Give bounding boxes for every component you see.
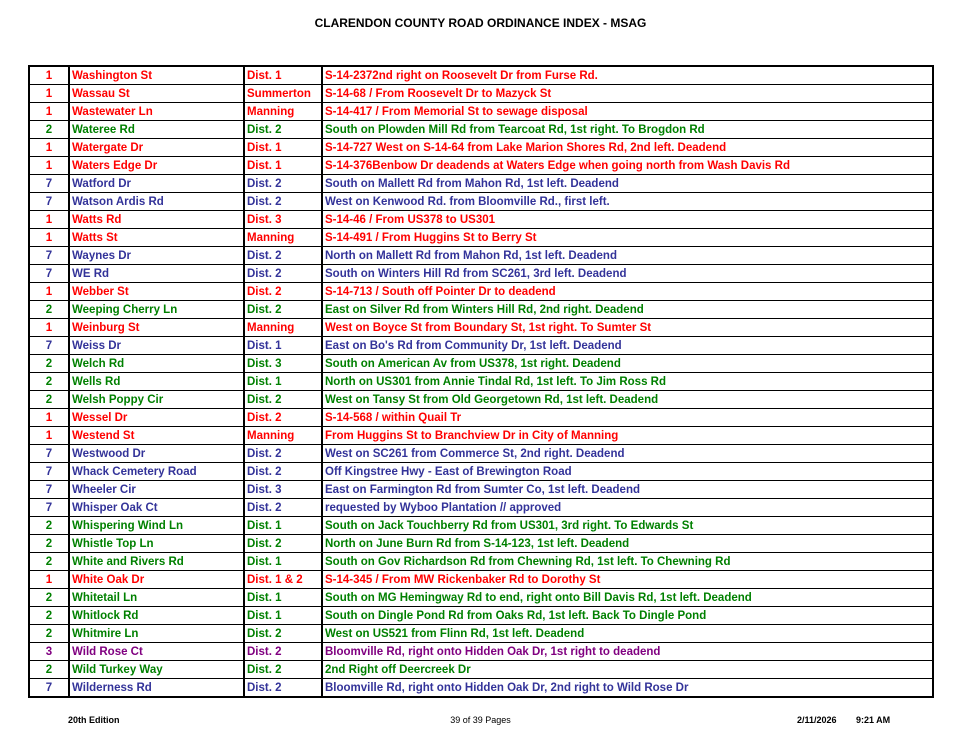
row-description: North on June Burn Rd from S-14-123, 1st left. Deadend [322, 535, 933, 553]
row-road-name: Watergate Dr [69, 139, 244, 157]
row-code: 1 [29, 409, 69, 427]
row-road-name: Wastewater Ln [69, 103, 244, 121]
table-row [29, 445, 933, 463]
row-road-name: Wilderness Rd [69, 679, 244, 698]
table-row [29, 607, 933, 625]
row-code: 7 [29, 265, 69, 283]
page-count: 39 of 39 Pages [450, 715, 511, 725]
row-code: 7 [29, 247, 69, 265]
row-road-name: Waynes Dr [69, 247, 244, 265]
row-district: Dist. 2 [244, 391, 322, 409]
row-description: South on Gov Richardson Rd from Chewning Rd, 1st left. To Chewning Rd [322, 553, 933, 571]
table-row [29, 589, 933, 607]
row-road-name: Westend St [69, 427, 244, 445]
row-district: Dist. 2 [244, 121, 322, 139]
table-row [29, 463, 933, 481]
table-row [29, 103, 933, 121]
row-road-name: Watts Rd [69, 211, 244, 229]
row-description: S-14-417 / From Memorial St to sewage disposal [322, 103, 933, 121]
table-row [29, 427, 933, 445]
row-district: Dist. 2 [244, 679, 322, 698]
row-description: S-14-727 West on S-14-64 from Lake Marion Shores Rd, 2nd left. Deadend [322, 139, 933, 157]
row-district: Dist. 3 [244, 481, 322, 499]
table-row [29, 499, 933, 517]
table-row [29, 553, 933, 571]
row-district: Dist. 2 [244, 643, 322, 661]
row-road-name: Waters Edge Dr [69, 157, 244, 175]
row-code: 2 [29, 607, 69, 625]
table-row [29, 283, 933, 301]
row-code: 7 [29, 481, 69, 499]
table-row [29, 265, 933, 283]
row-district: Dist. 1 [244, 337, 322, 355]
row-description: S-14-2372nd right on Roosevelt Dr from Furse Rd. [322, 66, 933, 85]
table-row [29, 301, 933, 319]
row-code: 2 [29, 121, 69, 139]
row-description: 2nd Right off Deercreek Dr [322, 661, 933, 679]
row-description: North on Mallett Rd from Mahon Rd, 1st left. Deadend [322, 247, 933, 265]
row-district: Dist. 2 [244, 499, 322, 517]
row-road-name: Wild Turkey Way [69, 661, 244, 679]
row-description: S-14-376Benbow Dr deadends at Waters Edge when going north from Wash Davis Rd [322, 157, 933, 175]
row-code: 1 [29, 319, 69, 337]
row-code: 7 [29, 499, 69, 517]
row-code: 1 [29, 139, 69, 157]
row-road-name: Westwood Dr [69, 445, 244, 463]
row-district: Manning [244, 427, 322, 445]
row-description: West on Tansy St from Old Georgetown Rd, 1st left. Deadend [322, 391, 933, 409]
row-road-name: Wheeler Cir [69, 481, 244, 499]
row-road-name: Wells Rd [69, 373, 244, 391]
row-road-name: Watson Ardis Rd [69, 193, 244, 211]
row-road-name: Watford Dr [69, 175, 244, 193]
row-description: S-14-345 / From MW Rickenbaker Rd to Dorothy St [322, 571, 933, 589]
row-district: Dist. 3 [244, 355, 322, 373]
table-row [29, 481, 933, 499]
row-code: 7 [29, 193, 69, 211]
row-description: Bloomville Rd, right onto Hidden Oak Dr, 1st right to deadend [322, 643, 933, 661]
table-row [29, 229, 933, 247]
row-description: S-14-568 / within Quail Tr [322, 409, 933, 427]
row-district: Manning [244, 319, 322, 337]
row-district: Dist. 1 [244, 589, 322, 607]
row-description: S-14-46 / From US378 to US301 [322, 211, 933, 229]
row-district: Dist. 1 [244, 66, 322, 85]
row-description: S-14-68 / From Roosevelt Dr to Mazyck St [322, 85, 933, 103]
table-row [29, 409, 933, 427]
row-district: Dist. 2 [244, 625, 322, 643]
row-district: Dist. 1 [244, 607, 322, 625]
row-road-name: Welsh Poppy Cir [69, 391, 244, 409]
row-code: 7 [29, 445, 69, 463]
row-code: 3 [29, 643, 69, 661]
row-code: 1 [29, 283, 69, 301]
row-code: 2 [29, 589, 69, 607]
row-code: 7 [29, 337, 69, 355]
table-row [29, 625, 933, 643]
row-description: East on Bo's Rd from Community Dr, 1st left. Deadend [322, 337, 933, 355]
row-description: Off Kingstree Hwy - East of Brewington Road [322, 463, 933, 481]
row-road-name: Watts St [69, 229, 244, 247]
row-code: 2 [29, 553, 69, 571]
row-code: 1 [29, 571, 69, 589]
row-road-name: Wessel Dr [69, 409, 244, 427]
row-road-name: Whitmire Ln [69, 625, 244, 643]
row-road-name: White Oak Dr [69, 571, 244, 589]
row-road-name: White and Rivers Rd [69, 553, 244, 571]
row-road-name: Whitetail Ln [69, 589, 244, 607]
row-road-name: Wateree Rd [69, 121, 244, 139]
row-code: 1 [29, 229, 69, 247]
row-road-name: Weinburg St [69, 319, 244, 337]
row-district: Dist. 1 [244, 139, 322, 157]
table-row [29, 355, 933, 373]
row-road-name: Whack Cemetery Road [69, 463, 244, 481]
table-row [29, 157, 933, 175]
row-district: Dist. 2 [244, 661, 322, 679]
table-row [29, 175, 933, 193]
row-description: West on SC261 from Commerce St, 2nd right. Deadend [322, 445, 933, 463]
row-district: Manning [244, 229, 322, 247]
row-district: Dist. 2 [244, 175, 322, 193]
row-district: Dist. 1 & 2 [244, 571, 322, 589]
row-district: Dist. 1 [244, 373, 322, 391]
row-description: S-14-713 / South off Pointer Dr to deadend [322, 283, 933, 301]
row-road-name: Webber St [69, 283, 244, 301]
edition-label: 20th Edition [68, 715, 120, 725]
table-row [29, 66, 933, 85]
row-road-name: Wild Rose Ct [69, 643, 244, 661]
row-description: From Huggins St to Branchview Dr in City of Manning [322, 427, 933, 445]
table-row [29, 319, 933, 337]
table-row [29, 121, 933, 139]
row-code: 2 [29, 355, 69, 373]
row-description: South on American Av from US378, 1st right. Deadend [322, 355, 933, 373]
table-row [29, 85, 933, 103]
table-row [29, 679, 933, 698]
row-district: Dist. 1 [244, 157, 322, 175]
row-district: Manning [244, 103, 322, 121]
row-road-name: Weiss Dr [69, 337, 244, 355]
row-district: Dist. 2 [244, 265, 322, 283]
row-description: Bloomville Rd, right onto Hidden Oak Dr, 2nd right to Wild Rose Dr [322, 679, 933, 698]
table-row [29, 517, 933, 535]
row-description: South on Jack Touchberry Rd from US301, 3rd right. To Edwards St [322, 517, 933, 535]
row-district: Dist. 3 [244, 211, 322, 229]
row-district: Dist. 1 [244, 517, 322, 535]
row-code: 2 [29, 535, 69, 553]
row-district: Dist. 1 [244, 553, 322, 571]
row-code: 2 [29, 625, 69, 643]
print-time: 9:21 AM [856, 715, 891, 725]
row-road-name: Wassau St [69, 85, 244, 103]
row-district: Dist. 2 [244, 463, 322, 481]
table-row [29, 139, 933, 157]
row-district: Dist. 2 [244, 301, 322, 319]
row-description: South on Mallett Rd from Mahon Rd, 1st left. Deadend [322, 175, 933, 193]
row-description: South on MG Hemingway Rd to end, right onto Bill Davis Rd, 1st left. Deadend [322, 589, 933, 607]
row-code: 1 [29, 427, 69, 445]
table-row [29, 571, 933, 589]
row-description: North on US301 from Annie Tindal Rd, 1st left. To Jim Ross Rd [322, 373, 933, 391]
row-description: West on Boyce St from Boundary St, 1st right. To Sumter St [322, 319, 933, 337]
row-road-name: Whisper Oak Ct [69, 499, 244, 517]
table-row [29, 211, 933, 229]
row-code: 7 [29, 679, 69, 698]
table-row [29, 373, 933, 391]
row-road-name: Whispering Wind Ln [69, 517, 244, 535]
row-code: 7 [29, 463, 69, 481]
row-code: 1 [29, 85, 69, 103]
table-row [29, 193, 933, 211]
row-road-name: Welch Rd [69, 355, 244, 373]
row-description: South on Winters Hill Rd from SC261, 3rd left. Deadend [322, 265, 933, 283]
table-row [29, 337, 933, 355]
road-index-rows [29, 66, 933, 697]
row-description: requested by Wyboo Plantation // approved [322, 499, 933, 517]
row-road-name: Whitlock Rd [69, 607, 244, 625]
row-road-name: Whistle Top Ln [69, 535, 244, 553]
row-code: 7 [29, 175, 69, 193]
row-description: West on US521 from Flinn Rd, 1st left. Deadend [322, 625, 933, 643]
row-district: Dist. 2 [244, 283, 322, 301]
row-code: 2 [29, 517, 69, 535]
row-code: 2 [29, 301, 69, 319]
row-description: East on Silver Rd from Winters Hill Rd, 2nd right. Deadend [322, 301, 933, 319]
row-road-name: Weeping Cherry Ln [69, 301, 244, 319]
row-district: Dist. 2 [244, 247, 322, 265]
table-row [29, 661, 933, 679]
print-date: 2/11/2026 [797, 715, 837, 725]
row-description: South on Plowden Mill Rd from Tearcoat Rd, 1st right. To Brogdon Rd [322, 121, 933, 139]
row-district: Dist. 2 [244, 535, 322, 553]
row-code: 2 [29, 661, 69, 679]
table-row [29, 247, 933, 265]
document-title: CLARENDON COUNTY ROAD ORDINANCE INDEX - MSAG [314, 16, 647, 30]
row-road-name: Washington St [69, 66, 244, 85]
row-road-name: WE Rd [69, 265, 244, 283]
row-district: Dist. 2 [244, 445, 322, 463]
row-description: South on Dingle Pond Rd from Oaks Rd, 1st left. Back To Dingle Pond [322, 607, 933, 625]
row-code: 1 [29, 66, 69, 85]
table-row [29, 535, 933, 553]
row-district: Summerton [244, 85, 322, 103]
row-code: 2 [29, 391, 69, 409]
row-district: Dist. 2 [244, 409, 322, 427]
row-code: 1 [29, 103, 69, 121]
row-code: 2 [29, 373, 69, 391]
table-row [29, 391, 933, 409]
row-description: S-14-491 / From Huggins St to Berry St [322, 229, 933, 247]
road-index-table [28, 65, 934, 698]
row-code: 1 [29, 211, 69, 229]
row-code: 1 [29, 157, 69, 175]
table-row [29, 643, 933, 661]
row-description: East on Farmington Rd from Sumter Co, 1st left. Deadend [322, 481, 933, 499]
row-district: Dist. 2 [244, 193, 322, 211]
row-description: West on Kenwood Rd. from Bloomville Rd., first left. [322, 193, 933, 211]
